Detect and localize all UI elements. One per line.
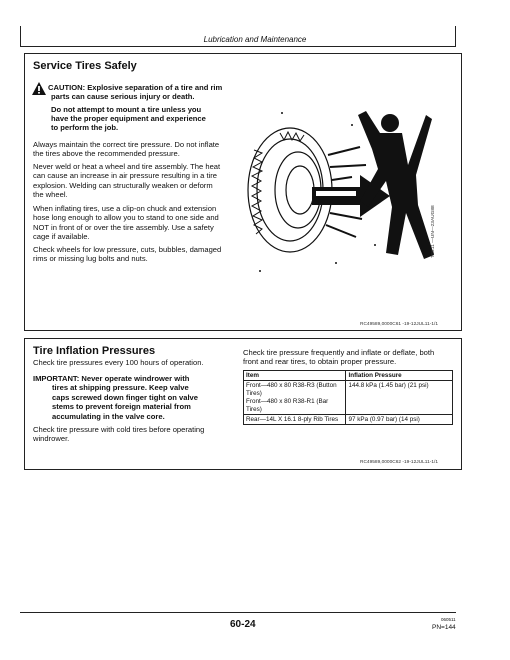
table-cell: 97 kPa (0.97 bar) (14 psi) bbox=[346, 415, 453, 425]
table-cell bbox=[346, 381, 453, 415]
text-line: Check wheels for low pressure, cuts, bubbles, damaged bbox=[33, 245, 222, 254]
cell-text: 144.8 kPa (1.45 bar) (21 psi) bbox=[348, 382, 429, 390]
text-line: IMPORTANT: Never operate windrower with bbox=[33, 374, 190, 383]
paragraph-pressure bbox=[33, 140, 219, 159]
page-header: Lubrication and Maintenance bbox=[203, 35, 307, 44]
paragraph-weld bbox=[33, 162, 220, 200]
table-header-cell: Item bbox=[244, 371, 346, 381]
inflation-intro: Check tire pressures every 100 hours of operation. bbox=[33, 358, 204, 367]
warning-line-2: have the proper equipment and experience bbox=[51, 114, 206, 123]
table-cell: Rear—14L X 16.1 8-ply Rib Tires bbox=[244, 415, 346, 425]
right-intro bbox=[243, 348, 434, 367]
footer-rule bbox=[20, 612, 456, 613]
text-line: hose long enough to allow you to stand to one side and bbox=[33, 213, 219, 223]
important-note bbox=[33, 374, 198, 421]
footer-code: 060511 bbox=[441, 617, 456, 622]
text-line: the wheel. bbox=[33, 190, 68, 200]
text-line: Check tire pressure frequently and inflate or deflate, both bbox=[243, 348, 435, 357]
pn-number: PN=144 bbox=[432, 624, 456, 631]
text-line: front and rear tires, to obtain proper pressure. bbox=[243, 357, 397, 367]
text-line: Check tire pressure with cold tires before operating bbox=[33, 425, 205, 434]
text-line: When inflating tires, use a clip-on chuck and extension bbox=[33, 204, 217, 213]
warning-line-1: Do not attempt to mount a tire unless you bbox=[51, 105, 202, 114]
paragraph-check-wheels bbox=[33, 245, 221, 264]
text-line: windrower. bbox=[33, 434, 70, 444]
header-left-tick bbox=[20, 26, 21, 47]
text-line: accumulating in the valve core. bbox=[52, 411, 165, 421]
tire-explosion-illustration bbox=[240, 95, 440, 285]
table-cell bbox=[244, 381, 346, 415]
caution-line-1: CAUTION: Explosive separation of a tire and rim bbox=[48, 83, 223, 92]
cold-tires-note bbox=[33, 425, 204, 444]
text-line: Never weld or heat a wheel and tire assembly. The heat bbox=[33, 162, 221, 171]
service-tires-ref-code: RC49589,0000C61 -19-12JUL11-1/1 bbox=[360, 322, 439, 327]
table-header-cell: Inflation Pressure bbox=[346, 371, 453, 381]
header-rule bbox=[20, 46, 456, 47]
warning-triangle-icon bbox=[32, 82, 46, 95]
header-right-tick bbox=[455, 26, 456, 47]
paragraph-inflating bbox=[33, 204, 219, 242]
table-row bbox=[244, 381, 453, 415]
cell-text: Front—480 x 80 R38-R1 (Bar Tires) bbox=[246, 398, 329, 413]
text-line: can cause an increase in air pressure resulting in a tire bbox=[33, 171, 218, 181]
cell-text: Front—480 x 80 R38-R3 (Button Tires) bbox=[246, 382, 337, 397]
inflation-ref-code: RC49589,0000C62 -19-12JUL11-1/1 bbox=[360, 460, 439, 465]
text-line: Always maintain the correct tire pressure. Do not inflate bbox=[33, 140, 220, 149]
warning-line-3: to perform the job. bbox=[51, 123, 119, 132]
image-code: TS211 —UN—23AUG88 bbox=[431, 205, 436, 258]
table-row bbox=[244, 415, 453, 425]
text-line: tires at shipping pressure. Keep valve bbox=[52, 383, 189, 393]
text-line: NOT in front of or over the tire assembly. Use a safety bbox=[33, 222, 214, 232]
text-line: cage if available. bbox=[33, 232, 90, 242]
table-header-row bbox=[244, 371, 453, 381]
text-line: caps screwed down finger tight on valve bbox=[52, 392, 199, 402]
text-line: the tires above the recommended pressure. bbox=[33, 149, 180, 159]
page-number: 60-24 bbox=[230, 619, 256, 630]
inflation-table bbox=[243, 370, 453, 425]
text-line: rims or missing lug bolts and nuts. bbox=[33, 254, 148, 264]
caution-line-2: parts can cause serious injury or death. bbox=[51, 92, 195, 101]
inflation-title: Tire Inflation Pressures bbox=[33, 345, 156, 357]
text-line: stems to prevent foreign material from bbox=[52, 402, 191, 412]
service-tires-title: Service Tires Safely bbox=[33, 60, 137, 72]
text-line: explosion. Welding can structurally weaken or deform bbox=[33, 180, 213, 190]
